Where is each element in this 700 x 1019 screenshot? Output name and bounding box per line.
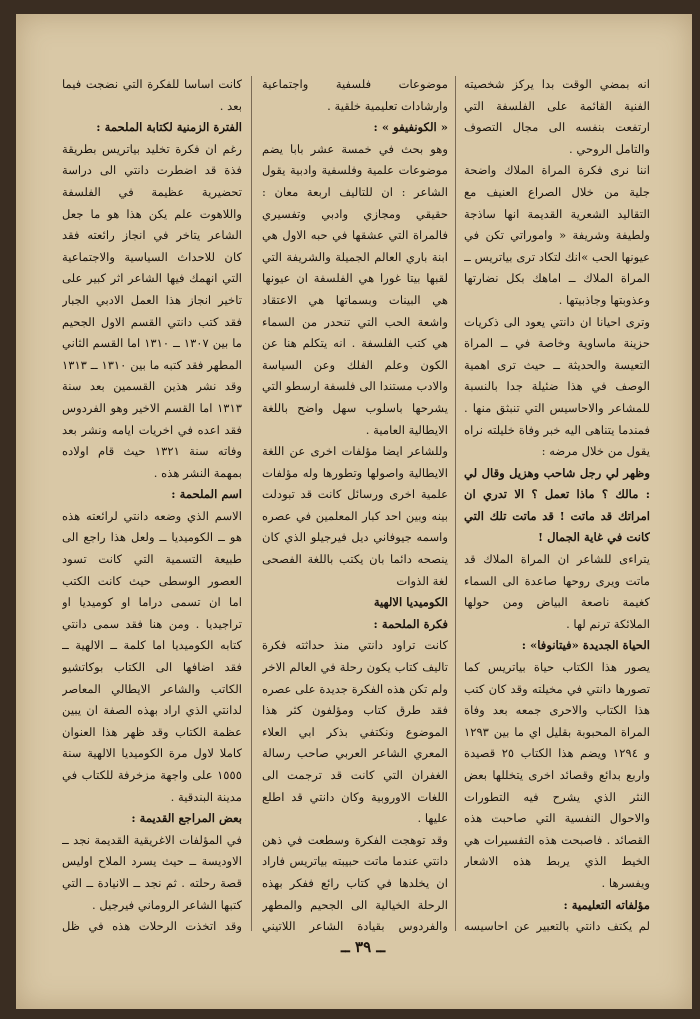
paragraph: وللشاعر ايضا مؤلفات اخرى عن اللغة الايطالية واصولها وتطورها وله مؤلفات علمية اخرى ورسائل كانت قد تبودلت بينه وبين احد كبار المعلمين في عصره واسمه جيوفاني ديل فيرجيلو الذي كان ينصحه دائما بان يكتب باللغة الفصحى لغة الذوات (262, 444, 448, 588)
paragraph: رغم ان فكرة تخليد بياتريس بطريقة فذة قد اضطرت دانتي الى دراسة تحضيرية عظيمة في الفلسفة واللاهوت علم يكن هذا هو ما جعل الشاعر يتاخر في انجاز رائعته فقد كان للاحداث السياسية والاجتماعية التي انهمك فيها الشاعر اثر كبير على تاخير انجاز هذا العمل الادبي الجبار فقد كتب دانتي القسم الاول الجحيم ما بين ١٣٠٧ ــ ١٣١٠ اما القسم الثاني المطهر فقد كتبه ما بين ١٣١٠ ــ ١٣١٣ وقد نشر هذين القسمين بعد سنة ١٣١٣ اما القسم الاخير وهو الفردوس فقد اعده في اخريات ايامه ونشر بعد وفاته سنة ١٣٢١ حيث قام اولاده بمهمة النشر هذه . (62, 141, 242, 480)
paragraph: موضوعات فلسفية واجتماعية وارشادات تعليمية خلقية . (262, 77, 448, 113)
paragraph: انه بمضي الوقت بدا يركز شخصيته الفنية القائمة على الفلسفة التي ارتفعت بنفسه الى مجال التصوف والتامل الروحي . (464, 77, 650, 156)
paragraph: كانت تراود دانتي منذ حداثته فكرة تاليف كتاب يكون رحلة في العالم الاخر ولم تكن هذه الفكرة جديدة على عصره فقد طرق كتاب ومؤلفون كثر هذا الموضوع ونكتفي بذكر ابي العلاء المعري الشاعر العربي صاحب رسالة الغفران التي كانت قد ترجمت الى اللغات الاوروبية وكان دانتي قد اطلع عليها . (262, 638, 448, 826)
paragraph: الاسم الذي وضعه دانتي لرائعته هذه هو ــ الكوميديا ــ ولعل هذا راجع الى طبيعة التسمية التي كانت تسود العصور الوسطى حيث كانت الكتب اما ان تسمى دراما او كوميديا او تراجيديا . ومن هنا فقد سمى دانتي كتابه الكوميديا اما كلمة ــ الالهية ــ فقد اضافها الى الكتاب بوكاتشيو الكاتب والشاعر الايطالي المعاصر لدانتي الذي اراد بهذه الصفة ان يبين عظمة الكتاب وقد ظهر هذا العنوان كاملا لاول مرة الكوميديا الالهية سنة ١٥٥٥ على واجهة مزخرفة للكتاب في مدينة البندقية . (62, 508, 242, 804)
section-heading: الكوميديا الالهية (373, 595, 448, 610)
column-divider (455, 76, 456, 931)
paragraph: وترى احيانا ان دانتي يعود الى ذكريات حزينة ماساوية وخاصة في ــ المراة التعيسة والحديثة ــ حيث ترى اهمية الوصف في هذا ضئيلة جدا بالنسبة للمشاعر والاحاسيس التي تنبثق منها . فمندما يتناهى اليه خبر وفاة خليلته نراه يقول من خلال مرضه : (464, 314, 650, 459)
bold-quote: وظهر لي رجل شاحب وهزيل وقال لي : مالك ؟ ماذا تعمل ؟ الا تدري ان امراتك قد ماتت ! قد ماتت تلك التي كانت في غاية الجمال ! (464, 465, 650, 545)
column-divider (251, 76, 252, 931)
section-heading: « الكونفيفو » : (373, 120, 448, 135)
paragraph: يتراءى للشاعر ان المراة الملاك قد ماتت ويرى روحها صاعدة الى السماء كغيمة ناصعة البياض ومن حولها الملائكة ترنم لها . (464, 552, 650, 631)
section-heading: اسم الملحمة : (171, 487, 242, 502)
section-heading: الفترة الزمنية لكتابة الملحمة : (96, 120, 242, 135)
paragraph: وهو بحث في خمسة عشر بابا يضم موضوعات علمية وفلسفية وادبية يقول الشاعر : ان للتاليف اربعة معان : حقيقي ومجازي وادبي وتفسيري فالمراة التي عشقها في حبه الاول هي ابنة باري العالم الجميلة والشريفة التي لقبها بيتا غورا هي الفلسفة ان عيونها هي البينات وبسماتها هي الاعتقاد واشعة الحب التي تنحدر من السماء هي كتب الفلسفة . انه يتكلم هنا عن الكون وعلم الفلك وعن السياسة والادب مستندا الى فلسفة ارسطو التي يشرحها باسلوب سهل واضح باللغة الايطالية العامية . (262, 141, 448, 437)
text-column-right (464, 74, 650, 934)
paragraph: وقد توهجت الفكرة وسطعت في ذهن دانتي عندما ماتت حبيبته بياتريس فاراد ان يخلدها في كتاب رائع ففكر بهذه الرحلة الخيالية الى الجحيم والمطهر والفردوس بقيادة الشاعر اللاتيني (262, 832, 448, 934)
section-heading: مؤلفاته التعليمية : (563, 897, 650, 912)
section-heading: بعض المراجع القديمة : (131, 811, 242, 826)
paragraph: لم يكتف دانتي بالتعبير عن احاسيسه (464, 919, 650, 934)
text-column-middle (262, 74, 448, 934)
section-heading: فكرة الملحمة : (373, 616, 448, 631)
paragraph: اننا نرى فكرة المراة الملاك واضحة جلية من خلال الصراع العنيف مع التقاليد الشعرية القديمة انها ساذجة ولطيفة وشريفة « واموراتي تكن في عيونها الحب »انك لتكاد ترى بياتريس ــ المراة الملاك ــ اماهك بكل نضارتها وعذوبتها وجاذبيتها . (464, 163, 650, 307)
magazine-page (16, 14, 692, 1009)
text-column-left (62, 74, 242, 934)
section-heading: الحياة الجديدة «فيتانوفا» : (521, 638, 650, 653)
paragraph: في المؤلفات الاغريقية القديمة نجد ــ الاوديسة ــ حيث يسرد الملاح اوليس قصة رحلته . ثم نجد ــ الانيادة ــ التي كتبها الشاعر الروماني فيرجيل . (62, 832, 242, 912)
paragraph: كانت اساسا للفكرة التي نضجت فيما بعد . (62, 77, 242, 113)
paragraph: وقد اتخذت الرحلات هذه في ظل (62, 919, 242, 934)
page-number: ــ ٣٩ ــ (341, 938, 386, 956)
paragraph: يصور هذا الكتاب حياة بياتريس كما تصورها دانتي في مخيلته وقد كان كتب هذا الكتاب والاحرى جمعه بعد وفاة المراة المحبوبة بقليل اي ما بين ١٢٩٣ و ١٢٩٤ ويضم هذا الكتاب ٢٥ قصيدة واربع بدائع وقصائد اخرى يتخللها بعض النثر الذي يشرح فيه التطورات والاحوال النفسية التي صاحبت هذه القصائد . فاصبحت هذه التفسيرات هي الخيط الذي يربط هذه الاشعار ويفسرها . (464, 660, 650, 890)
